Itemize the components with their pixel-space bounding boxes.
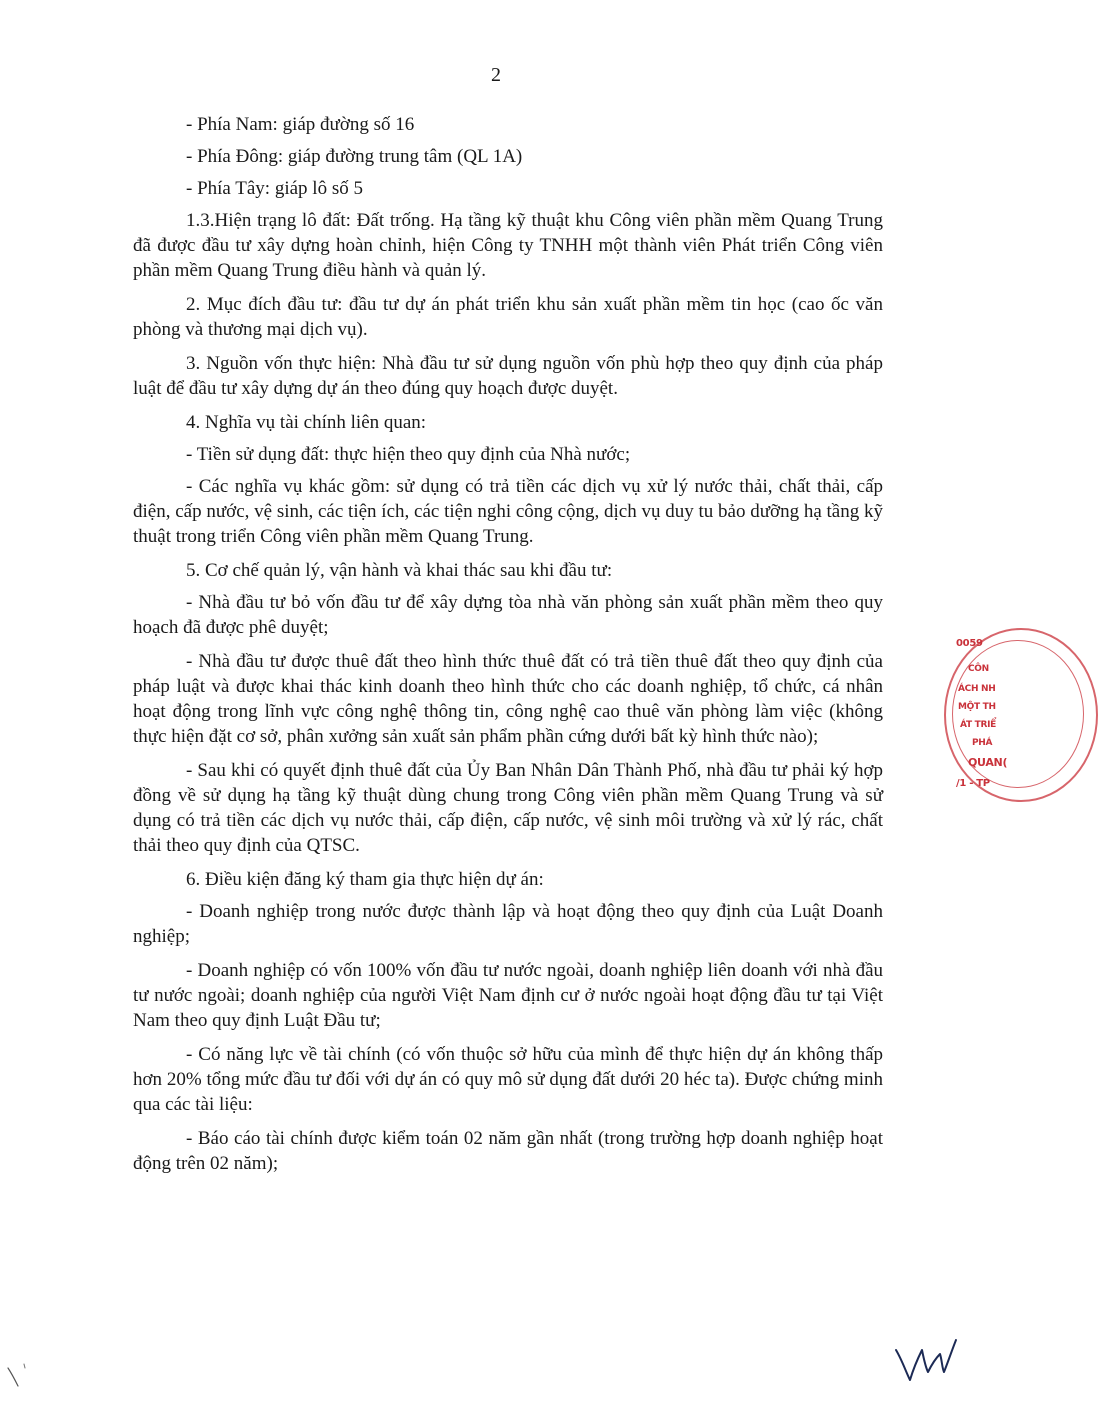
stamp-text: CÔN xyxy=(968,664,989,674)
paragraph: - Báo cáo tài chính được kiểm toán 02 năm gần nhất (trong trường hợp doanh nghiệp hoạt động trên 02 năm); xyxy=(133,1128,883,1174)
paragraph: 6. Điều kiện đăng ký tham gia thực hiện dự án: xyxy=(186,869,544,890)
stamp-text: ÁCH NH xyxy=(958,684,996,694)
paragraph: - Phía Đông: giáp đường trung tâm (QL 1A) xyxy=(186,146,523,167)
paragraph: - Phía Nam: giáp đường số 16 xyxy=(186,114,415,135)
stamp-text: QUAN( xyxy=(968,756,1008,769)
stamp-text: PHÁ xyxy=(972,738,993,748)
official-stamp xyxy=(944,628,1034,800)
margin-mark xyxy=(6,1360,36,1390)
paragraph: - Sau khi có quyết định thuê đất của Ủy Ban Nhân Dân Thành Phố, nhà đầu tư phải ký hợp đồng về sử dụng hạ tầng kỹ thuật dùng chung trong Công viên phần mềm Quang Trung và sử dụng có trả tiền các dịch vụ nước thải, cấp điện, cấp nước, vệ sinh môi trường và xử lý rác, chất thải theo quy định của QTSC. xyxy=(133,760,883,856)
paragraph: - Doanh nghiệp có vốn 100% vốn đầu tư nước ngoài, doanh nghiệp liên doanh với nhà đầu tư nước ngoài; doanh nghiệp của người Việt Nam định cư ở nước ngoài hoạt động đầu tư tại Việt Nam theo quy định Luật Đầu tư; xyxy=(133,960,883,1031)
page-number: 2 xyxy=(491,64,501,86)
stamp-text: /1 - TP xyxy=(956,778,990,789)
stamp-text: MỘT TH xyxy=(958,702,996,712)
paragraph: - Doanh nghiệp trong nước được thành lập và hoạt động theo quy định của Luật Doanh nghiệp; xyxy=(133,901,883,947)
document-body xyxy=(133,112,883,1185)
paragraph: - Các nghĩa vụ khác gồm: sử dụng có trả tiền các dịch vụ xử lý nước thải, chất thải, cấp điện, cấp nước, vệ sinh, các tiện ích, các tiện nghi công cộng, dịch vụ duy tu bảo dưỡng hạ tầng kỹ thuật trong triển Công viên phần mềm Quang Trung. xyxy=(133,476,883,547)
paragraph: 2. Mục đích đầu tư: đầu tư dự án phát triển khu sản xuất phần mềm tin học (cao ốc văn phòng và thương mại dịch vụ). xyxy=(133,294,883,340)
paragraph: 1.3.Hiện trạng lô đất: Đất trống. Hạ tầng kỹ thuật khu Công viên phần mềm Quang Trung đã được đầu tư xây dựng hoàn chỉnh, hiện Công ty TNHH một thành viên Phát triển Công viên phần mềm Quang Trung điều hành và quản lý. xyxy=(133,210,883,281)
stamp-text: ÁT TRIỂ xyxy=(960,720,997,730)
paragraph: - Có năng lực về tài chính (có vốn thuộc sở hữu của mình để thực hiện dự án không thấp hơn 20% tổng mức đầu tư đối với dự án có quy mô sử dụng đất dưới 20 héc ta). Được chứng minh qua các tài liệu: xyxy=(133,1044,883,1115)
paragraph: 3. Nguồn vốn thực hiện: Nhà đầu tư sử dụng nguồn vốn phù hợp theo quy định của pháp luật để đầu tư xây dựng dự án theo đúng quy hoạch được duyệt. xyxy=(133,353,883,399)
paragraph: - Nhà đầu tư bỏ vốn đầu tư để xây dựng tòa nhà văn phòng sản xuất phần mềm theo quy hoạch đã được phê duyệt; xyxy=(133,592,883,638)
paragraph: 4. Nghĩa vụ tài chính liên quan: xyxy=(186,412,427,433)
signature-initials xyxy=(892,1336,962,1386)
stamp-text: 0059 xyxy=(956,638,983,649)
paragraph: - Nhà đầu tư được thuê đất theo hình thức thuê đất có trả tiền thuê đất theo quy định của pháp luật và được khai thác kinh doanh theo hình thức cho các doanh nghiệp, tổ chức, cá nhân hoạt động trong lĩnh vực công nghệ thông tin, công nghệ cao thuê văn phòng làm việc (không thực hiện đặt cơ sở, phân xưởng sản xuất sản phẩm phần cứng dưới bất kỳ hình thức nào); xyxy=(133,651,883,747)
paragraph: - Phía Tây: giáp lô số 5 xyxy=(186,178,363,199)
paragraph: - Tiền sử dụng đất: thực hiện theo quy định của Nhà nước; xyxy=(186,444,631,465)
paragraph: 5. Cơ chế quản lý, vận hành và khai thác sau khi đầu tư: xyxy=(186,560,613,581)
